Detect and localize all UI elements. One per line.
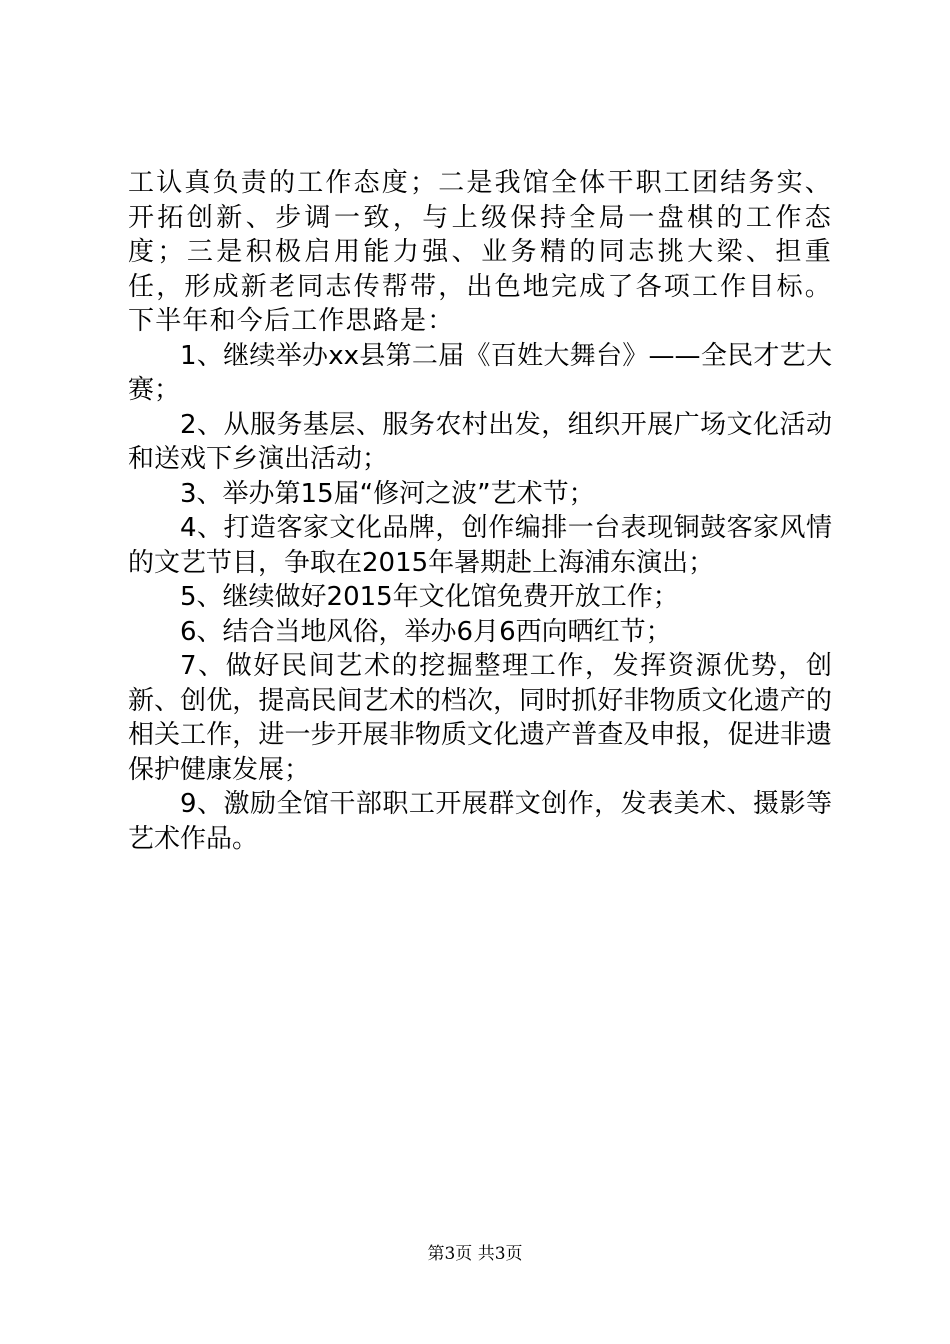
list-item-9: 9、激励全馆干部职工开展群文创作，发表美术、摄影等艺术作品。 <box>128 789 832 854</box>
document-body <box>128 166 832 856</box>
list-item-3: 3、举办第15届“修河之波”艺术节； <box>180 478 595 509</box>
list-item-4: 4、打造客家文化品牌，创作编排一台表现铜鼓客家风情的文艺节目，争取在2015年暑期赴上海浦东演出； <box>128 513 832 578</box>
list-item-7: 7、做好民间艺术的挖掘整理工作，发挥资源优势，创新、创优，提高民间艺术的档次，同时抓好非物质文化遗产的相关工作，进一步开展非物质文化遗产普查及申报，促进非遗保护健康发展； <box>128 651 832 785</box>
list-item-1: 1、继续举办xx县第二届《百姓大舞台》——全民才艺大赛； <box>128 340 832 405</box>
list-item-6: 6、结合当地风俗，举办6月6西向晒红节； <box>180 616 672 647</box>
paragraph-intro: 工认真负责的工作态度；二是我馆全体干职工团结务实、开拓创新、步调一致，与上级保持全局一盘棋的工作态度；三是积极启用能力强、业务精的同志挑大梁、担重任，形成新老同志传帮带，出色地完成了各项工作目标。下半年和今后工作思路是： <box>128 168 832 336</box>
page-footer: 第3页 共3页 <box>427 1244 523 1264</box>
list-item-2: 2、从服务基层、服务农村出发，组织开展广场文化活动和送戏下乡演出活动； <box>128 409 832 474</box>
list-item-5: 5、继续做好2015年文化馆免费开放工作； <box>180 582 679 612</box>
